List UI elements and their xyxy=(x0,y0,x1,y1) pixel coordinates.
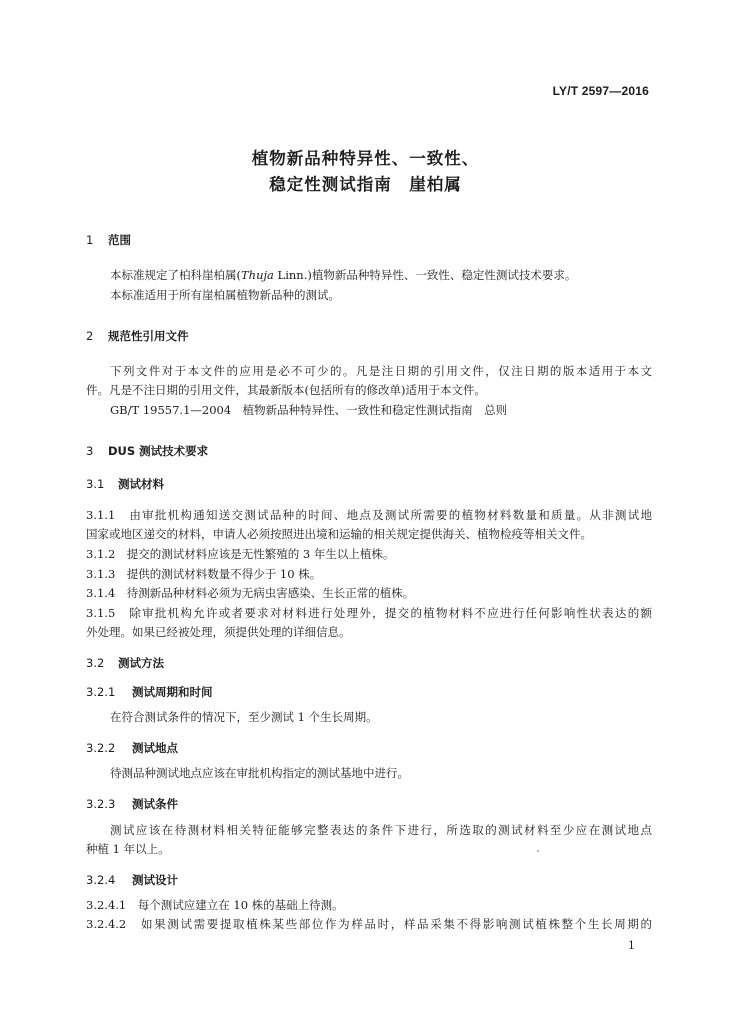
section-title: 规范性引用文件 xyxy=(108,329,189,343)
section-title: 测试方法 xyxy=(118,656,164,670)
clause-3-1-1-line-1: 3.1.1 由审批机构通知送交测试品种的时间、地点及测试所需要的植物材料数量和质量。从非测试地 xyxy=(86,508,652,522)
subsection-3-2-4-heading xyxy=(86,872,178,888)
clause-3-1-5-line-2: 外处理。如果已经被处理，须提供处理的详细信息。 xyxy=(86,625,351,639)
document-title-line-2: 稳定性测试指南 崖柏属 xyxy=(269,175,462,194)
clause-3-1-5-line-1: 3.1.5 除审批机构允许或者要求对材料进行处理外，提交的植物材料不应进行任何影响性状表达的额 xyxy=(86,606,652,620)
clause-3-1-2: 3.1.2 提交的测试材料应该是无性繁殖的 3 年生以上植株。 xyxy=(86,547,395,561)
scope-paragraph-2: 本标准适用于所有崖柏属植物新品种的测试。 xyxy=(110,288,340,302)
section-number: 2 xyxy=(86,329,94,343)
section-number: 3.2 xyxy=(86,656,105,670)
clause-3-1-3: 3.1.3 提供的测试材料数量不得少于 10 株。 xyxy=(86,567,322,581)
subsection-3-1-heading xyxy=(86,476,164,492)
clause-3-2-2-text: 待测品种测试地点应该在审批机构指定的测试基地中进行。 xyxy=(110,766,409,780)
subsection-3-2-2-heading xyxy=(86,740,178,756)
section-title: 测试地点 xyxy=(132,741,178,755)
scan-speck xyxy=(537,850,539,852)
clause-3-1-4: 3.1.4 待测新品种材料必须为无病虫害感染、生长正常的植株。 xyxy=(86,586,415,600)
subsection-3-2-1-heading xyxy=(86,684,213,700)
subsection-3-2-3-heading xyxy=(86,796,178,812)
section-number: 3.2.1 xyxy=(86,685,116,699)
section-2-heading xyxy=(86,328,189,344)
document-title-line-1: 植物新品种特异性、一致性、 xyxy=(251,149,480,168)
text-span: 本标准规定了柏科崖柏属( xyxy=(110,268,241,282)
latin-genus-name: Thuja xyxy=(241,268,274,282)
normative-reference: GB/T 19557.1—2004 植物新品种特异性、一致性和稳定性测试指南 总则 xyxy=(110,403,508,417)
clause-3-2-3-line-1: 测试应该在待测材料相关特征能够完整表达的条件下进行，所选取的测试材料至少应在测试地点 xyxy=(110,823,652,837)
section-1-heading xyxy=(86,232,131,248)
section-title: 测试周期和时间 xyxy=(132,685,213,699)
normative-paragraph-line-2: 件。凡是不注日期的引用文件，其最新版本(包括所有的修改单)适用于本文件。 xyxy=(86,383,486,397)
section-title: 范围 xyxy=(108,233,131,247)
section-title: 测试设计 xyxy=(132,873,178,887)
section-number: 3 xyxy=(86,444,94,458)
section-number: 3.1 xyxy=(86,477,105,491)
section-number: 3.2.3 xyxy=(86,797,116,811)
section-number: 3.2.4 xyxy=(86,873,116,887)
page-number: 1 xyxy=(628,939,635,952)
clause-3-2-4-2-line-1: 3.2.4.2 如果测试需要提取植株某些部位作为样品时，样品采集不得影响测试植株整个生长周期的 xyxy=(86,917,652,931)
section-number: 1 xyxy=(86,233,94,247)
section-number: 3.2.2 xyxy=(86,741,116,755)
section-title: 测试材料 xyxy=(118,477,164,491)
subsection-3-2-heading xyxy=(86,655,164,671)
clause-3-2-1-text: 在符合测试条件的情况下，至少测试 1 个生长周期。 xyxy=(110,710,378,724)
section-3-heading xyxy=(86,443,208,459)
clause-3-1-1-line-2: 国家或地区递交的材料，申请人必须按照进出境和运输的相关规定提供海关、植物检疫等相关文件。 xyxy=(86,527,592,541)
clause-3-2-4-1: 3.2.4.1 每个测试应建立在 10 株的基础上待测。 xyxy=(86,898,344,912)
scope-paragraph-1 xyxy=(110,267,576,283)
section-title: 测试条件 xyxy=(132,797,178,811)
text-span: Linn.)植物新品种特异性、一致性、稳定性测试技术要求。 xyxy=(273,268,577,282)
standard-code: LY/T 2597—2016 xyxy=(552,84,649,98)
clause-3-2-3-line-2: 种植 1 年以上。 xyxy=(86,842,170,856)
normative-paragraph-line-1: 下列文件对于本文件的应用是必不可少的。凡是注日期的引用文件，仅注日期的版本适用于本文 xyxy=(110,364,652,378)
section-title: DUS 测试技术要求 xyxy=(108,444,209,458)
